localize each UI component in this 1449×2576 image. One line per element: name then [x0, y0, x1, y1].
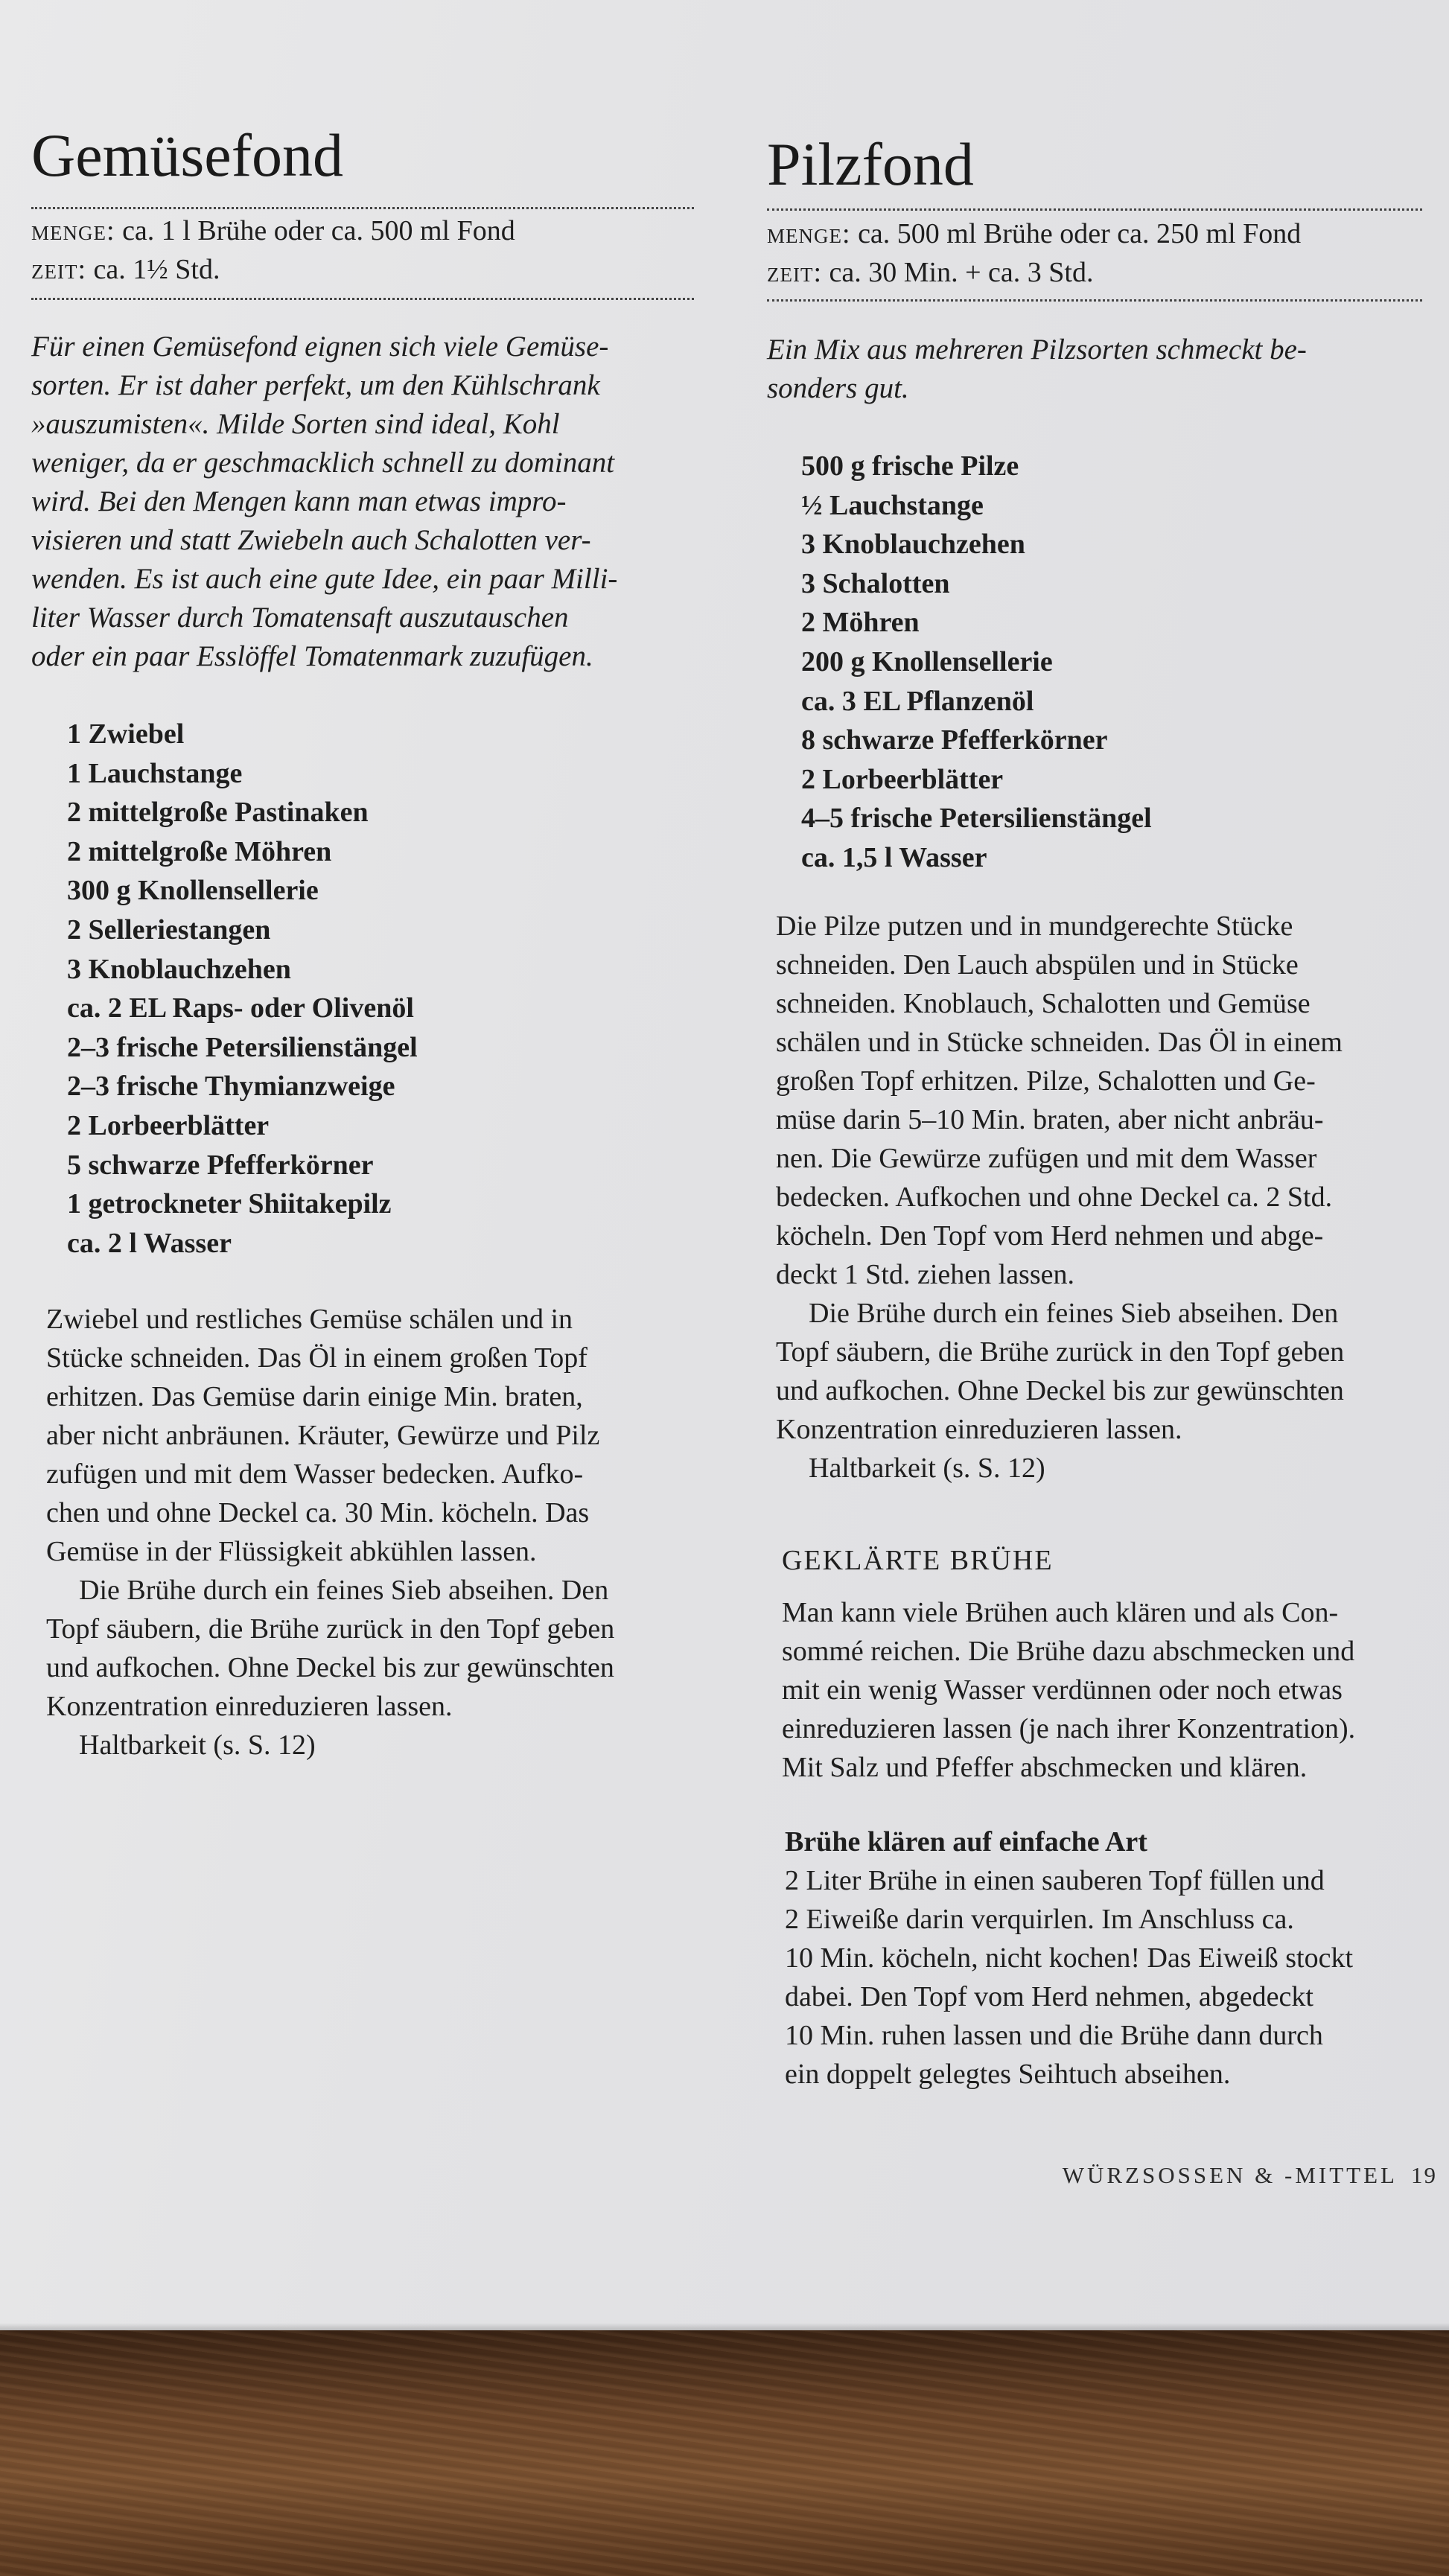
method-line: Stücke schneiden. Das Öl in einem großen Topf [46, 1342, 587, 1374]
method-line: schälen und in Stücke schneiden. Das Öl in einem [776, 1027, 1343, 1058]
ingredient-item: 2 mittelgroße Möhren [67, 835, 332, 867]
method-line: Die Brühe durch ein feines Sieb abseihen. Den [79, 1575, 609, 1606]
method-line: Die Pilze putzen und in mundgerechte Stücke [776, 911, 1293, 942]
ingredient-item: 4–5 frische Petersilienstängel [801, 803, 1152, 835]
dotted-divider [31, 298, 694, 300]
time-label: zeit: [767, 257, 823, 288]
section-line: Man kann viele Brühen auch klären und als Con- [782, 1597, 1339, 1628]
ingredient-item: 2 Lorbeerblätter [67, 1109, 270, 1141]
recipe-method [46, 1300, 614, 1764]
intro-line: wenden. Es ist auch eine gute Idee, ein paar Milli- [31, 563, 618, 595]
ingredient-item: ca. 3 EL Pflanzenöl [801, 685, 1034, 717]
sub-line: ein doppelt gelegtes Seihtuch abseihen. [785, 2059, 1231, 2090]
ingredient-item: ca. 1,5 l Wasser [801, 841, 987, 873]
recipe-method [776, 907, 1344, 1488]
method-line: und aufkochen. Ohne Deckel bis zur gewünschten [46, 1652, 614, 1683]
dotted-divider [767, 208, 1422, 211]
method-line: nen. Die Gewürze zufügen und mit dem Wasser [776, 1143, 1317, 1174]
ingredient-list [67, 715, 418, 1263]
intro-line: sorten. Er ist daher perfekt, um den Kühlschrank [31, 369, 600, 401]
intro-line: wird. Bei den Mengen kann man etwas impro- [31, 485, 567, 517]
intro-line: »auszumisten«. Milde Sorten sind ideal, Kohl [31, 408, 560, 440]
method-line: bedecken. Aufkochen und ohne Deckel ca. 2 Std. [776, 1182, 1333, 1213]
intro-line: Für einen Gemüsefond eignen sich viele Gemüse- [31, 331, 609, 363]
ingredient-item: ½ Lauchstange [801, 489, 984, 521]
method-line: aber nicht anbräunen. Kräuter, Gewürze und Pilz [46, 1420, 600, 1451]
ingredient-item: 2 Selleriestangen [67, 914, 271, 946]
dotted-divider [31, 207, 694, 209]
recipe-title: Gemüsefond [31, 121, 344, 189]
sub-line: 2 Liter Brühe in einen sauberen Topf füllen und [785, 1865, 1325, 1896]
page-footer [1063, 2162, 1437, 2189]
ingredient-item: 3 Schalotten [801, 567, 950, 599]
ingredient-item: ca. 2 l Wasser [67, 1227, 232, 1259]
method-line: Konzentration einreduzieren lassen. [776, 1414, 1182, 1445]
ingredient-item: 3 Knoblauchzehen [67, 953, 291, 985]
method-line: Topf säubern, die Brühe zurück in den Topf geben [776, 1336, 1345, 1368]
section-line: sommé reichen. Die Brühe dazu abschmecken und [782, 1636, 1355, 1667]
intro-line: liter Wasser durch Tomatensaft auszutauschen [31, 602, 569, 634]
time-label: zeit: [31, 254, 87, 285]
method-line: Die Brühe durch ein feines Sieb abseihen. Den [809, 1298, 1339, 1329]
ingredient-item: 2–3 frische Petersilienstängel [67, 1031, 418, 1063]
section-text [782, 1593, 1355, 1787]
recipe-meta [767, 214, 1301, 292]
sub-line: 2 Eiweiße darin verquirlen. Im Anschluss ca. [785, 1904, 1294, 1935]
recipe-meta [31, 211, 515, 289]
ingredient-item: 300 g Knollensellerie [67, 875, 319, 907]
ingredient-item: 1 getrockneter Shiitakepilz [67, 1188, 392, 1220]
ingredient-item: 8 schwarze Pfefferkörner [801, 724, 1108, 756]
recipe-title: Pilzfond [767, 130, 974, 198]
quantity-label: menge: [31, 215, 115, 246]
ingredient-item: 2–3 frische Thymianzweige [67, 1071, 395, 1103]
method-line: großen Topf erhitzen. Pilze, Schalotten und Ge- [776, 1065, 1316, 1097]
section-line: einreduzieren lassen (je nach ihrer Konzentration). [782, 1713, 1356, 1744]
method-line: Topf säubern, die Brühe zurück in den Topf geben [46, 1613, 615, 1645]
time-value: ca. 1½ Std. [93, 254, 220, 285]
footer-section-title: WÜRZSOSSEN & -MITTEL [1062, 2162, 1398, 2188]
intro-line: weniger, da er geschmacklich schnell zu dominant [31, 447, 615, 479]
recipe-intro [31, 328, 617, 676]
sub-line: 10 Min. köcheln, nicht kochen! Das Eiweiß stockt [785, 1942, 1354, 1974]
time-line [767, 253, 1301, 292]
sub-line: dabei. Den Topf vom Herd nehmen, abgedeckt [785, 1981, 1313, 2012]
intro-line: visieren und statt Zwiebeln auch Schalotten ver- [31, 524, 591, 556]
ingredient-item: ca. 2 EL Raps- oder Olivenöl [67, 992, 414, 1024]
page-number: 19 [1411, 2162, 1437, 2188]
quantity-line [31, 211, 515, 250]
method-line: chen und ohne Deckel ca. 30 Min. köcheln. Das [46, 1497, 590, 1528]
method-line: Zwiebel und restliches Gemüse schälen und in [46, 1304, 573, 1335]
method-line: deckt 1 Std. ziehen lassen. [776, 1259, 1075, 1290]
section-line: Mit Salz und Pfeffer abschmecken und klären. [782, 1752, 1308, 1783]
method-line: müse darin 5–10 Min. braten, aber nicht anbräu- [776, 1104, 1324, 1135]
method-line: erhitzen. Das Gemüse darin einige Min. braten, [46, 1381, 583, 1412]
method-line: zufügen und mit dem Wasser bedecken. Aufko- [46, 1458, 584, 1490]
quantity-value: ca. 500 ml Brühe oder ca. 250 ml Fond [858, 218, 1302, 249]
method-line: und aufkochen. Ohne Deckel bis zur gewünschten [776, 1375, 1344, 1406]
method-line: schneiden. Knoblauch, Schalotten und Gemüse [776, 988, 1311, 1019]
quantity-label: menge: [767, 218, 851, 249]
method-line: Konzentration einreduzieren lassen. [46, 1691, 453, 1722]
intro-line: oder ein paar Esslöffel Tomatenmark zuzufügen. [31, 640, 593, 672]
section-heading: GEKLÄRTE BRÜHE [782, 1545, 1054, 1576]
quantity-line [767, 214, 1301, 253]
time-value: ca. 30 Min. + ca. 3 Std. [829, 257, 1094, 288]
shelf-life-note: Haltbarkeit (s. S. 12) [809, 1453, 1045, 1484]
wooden-table [0, 2330, 1449, 2576]
sub-section-text [785, 1861, 1353, 2094]
ingredient-item: 500 g frische Pilze [801, 450, 1019, 482]
quantity-value: ca. 1 l Brühe oder ca. 500 ml Fond [122, 215, 515, 246]
time-line [31, 250, 515, 289]
sub-heading: Brühe klären auf einfache Art [785, 1826, 1147, 1858]
intro-line: sonders gut. [767, 372, 909, 404]
intro-line: Ein Mix aus mehreren Pilzsorten schmeckt be- [767, 334, 1307, 366]
ingredient-item: 3 Knoblauchzehen [801, 529, 1025, 561]
method-line: köcheln. Den Topf vom Herd nehmen und abge- [776, 1220, 1324, 1252]
ingredient-list [801, 447, 1152, 878]
ingredient-item: 2 mittelgroße Pastinaken [67, 797, 369, 829]
sub-line: 10 Min. ruhen lassen und die Brühe dann durch [785, 2020, 1323, 2051]
recipe-intro [767, 331, 1307, 408]
method-line: Gemüse in der Flüssigkeit abkühlen lassen. [46, 1536, 537, 1567]
ingredient-item: 5 schwarze Pfefferkörner [67, 1149, 374, 1181]
ingredient-item: 1 Lauchstange [67, 757, 243, 789]
section-line: mit ein wenig Wasser verdünnen oder noch etwas [782, 1674, 1343, 1706]
method-line: schneiden. Den Lauch abspülen und in Stücke [776, 949, 1299, 981]
shelf-life-note: Haltbarkeit (s. S. 12) [79, 1729, 316, 1761]
ingredient-item: 1 Zwiebel [67, 718, 185, 750]
ingredient-item: 200 g Knollensellerie [801, 645, 1053, 678]
ingredient-item: 2 Lorbeerblätter [801, 763, 1004, 795]
dotted-divider [767, 299, 1422, 302]
ingredient-item: 2 Möhren [801, 607, 920, 639]
